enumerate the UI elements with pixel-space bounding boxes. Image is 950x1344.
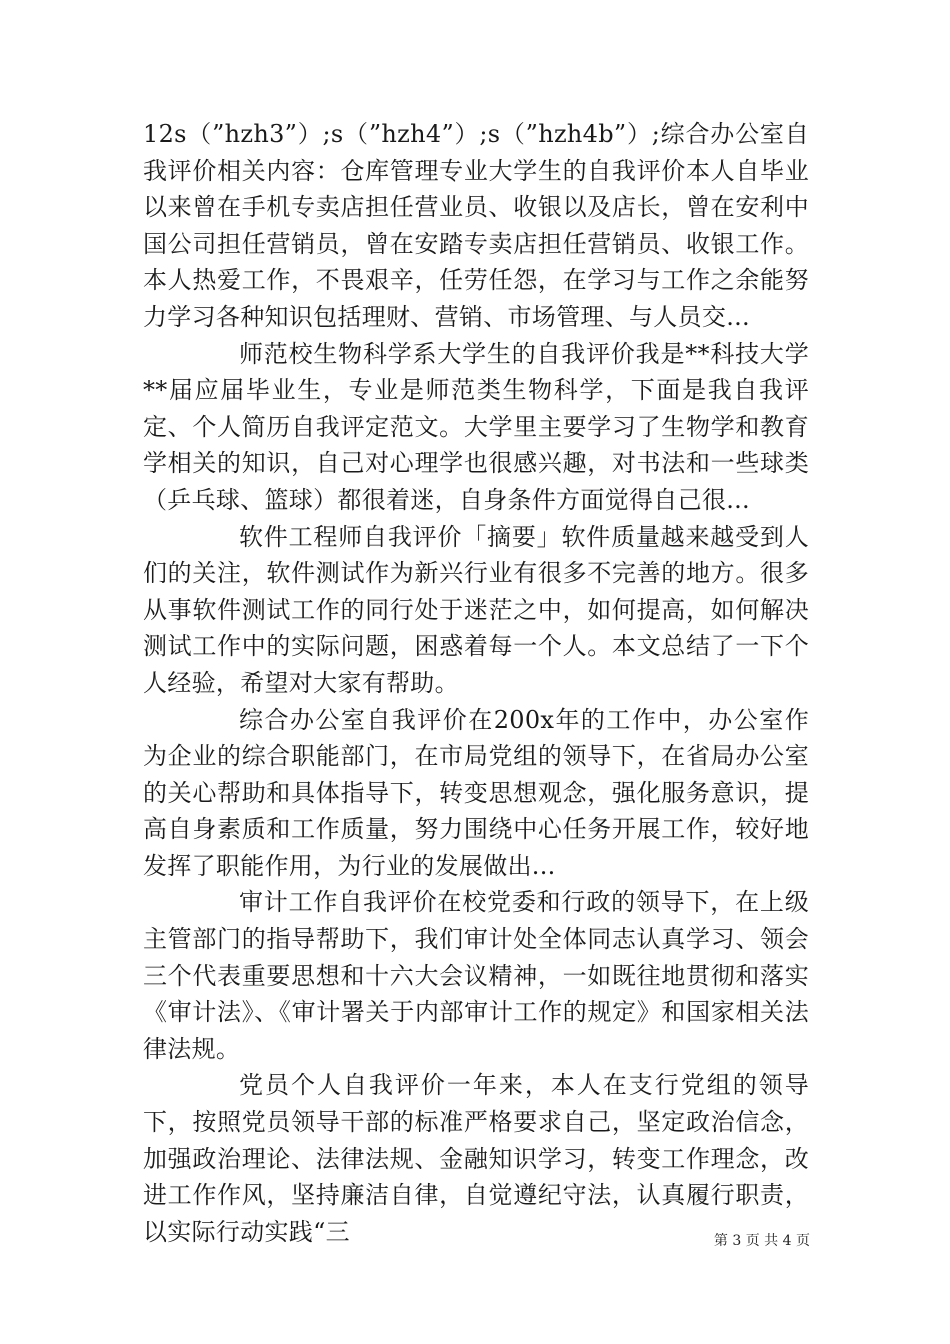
paragraph-office: 综合办公室自我评价在200x年的工作中，办公室作为企业的综合职能部门，在市局党组的领导下，在省局办公室的关心帮助和具体指导下，转变思想观念，强化服务意识，提高自身素质和工作质量，努力围绕中心任务开展工作，较好地发挥了职能作用，为行业的发展做出... <box>143 705 809 880</box>
document-body <box>143 116 809 1250</box>
paragraph-software-engineer: 软件工程师自我评价「摘要」软件质量越来越受到人们的关注，软件测试作为新兴行业有很多不完善的地方。很多从事软件测试工作的同行处于迷茫之中，如何提高，如何解决测试工作中的实际问题，困惑着每一个人。本文总结了一下个人经验，希望对大家有帮助。 <box>143 522 809 697</box>
paragraph-party-member: 党员个人自我评价一年来，本人在支行党组的领导下，按照党员领导干部的标准严格要求自己，坚定政治信念，加强政治理论、法律法规、金融知识学习，转变工作理念，改进工作作风，坚持廉洁自律，自觉遵纪守法，认真履行职责，以实际行动实践“三 <box>143 1071 809 1246</box>
page-number-footer: 第 3 页 共 4 页 <box>713 1233 810 1249</box>
paragraph-audit: 审计工作自我评价在校党委和行政的领导下，在上级主管部门的指导帮助下，我们审计处全体同志认真学习、领会三个代表重要思想和十六大会议精神，一如既往地贯彻和落实《审计法》、《审计署关于内部审计工作的规定》和国家相关法律法规。 <box>143 888 809 1063</box>
paragraph-biology-student: 师范校生物科学系大学生的自我评价我是**科技大学**届应届毕业生，专业是师范类生物科学，下面是我自我评定、个人简历自我评定范文。大学里主要学习了生物学和教育学相关的知识，自己对心理学也很感兴趣，对书法和一些球类（乒乓球、篮球）都很着迷，自身条件方面觉得自己很... <box>143 339 809 514</box>
paragraph-continued: 12s（”hzh3”）;s（”hzh4”）;s（”hzh4b”）;综合办公室自我评价相关内容：仓库管理专业大学生的自我评价本人自毕业以来曾在手机专卖店担任营业员、收银以及店长，曾在安利中国公司担任营销员，曾在安踏专卖店担任营销员、收银工作。本人热爱工作，不畏艰辛，任劳任怨，在学习与工作之余能努力学习各种知识包括理财、营销、市场管理、与人员交... <box>143 120 809 331</box>
